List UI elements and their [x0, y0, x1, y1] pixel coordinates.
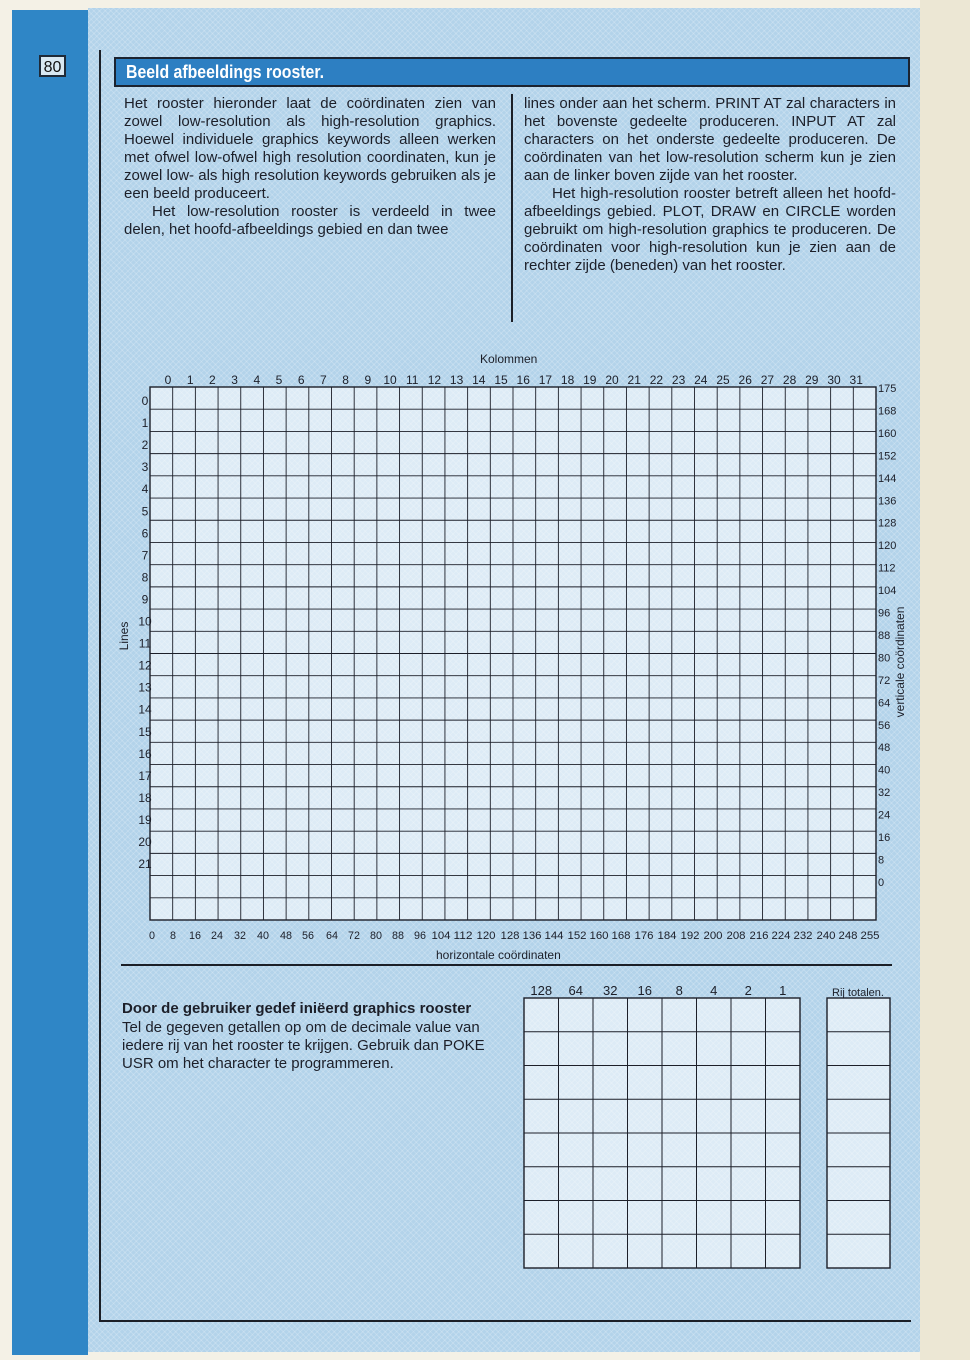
- horizontal-coordinate-label: 176: [634, 930, 654, 942]
- line-number-label: 16: [138, 746, 152, 761]
- page-number: 80: [39, 55, 66, 77]
- column-number-label: 1: [186, 373, 194, 387]
- intro-paragraph: Het rooster hieronder laat de coördinaten zien van zowel low-resolution als high-resolution graphics. Hoewel individuele graphics keywords alleen werken met ofwel low-ofwel high resolution coordinaten, kun je zowel low- als high resolution keywords gebruiken als je een beeld produceert.: [124, 95, 496, 202]
- column-number-label: 7: [320, 373, 327, 387]
- column-number-label: 26: [738, 373, 752, 387]
- column-number-label: 5: [275, 373, 283, 387]
- line-number-label: 21: [138, 857, 152, 872]
- row-totals-label: Rij totalen.: [832, 987, 884, 999]
- column-number-label: 21: [627, 373, 641, 387]
- horizontal-coordinate-label: 32: [234, 930, 246, 942]
- column-number-label: 6: [297, 373, 305, 387]
- column-number-label: 25: [716, 373, 730, 387]
- horizontal-coordinate-label: 208: [726, 930, 746, 942]
- horizontal-coordinate-label: 192: [680, 930, 700, 942]
- columns-label: Kolommen: [480, 352, 538, 366]
- line-number-label: 5: [141, 504, 149, 519]
- horizontal-coordinate-label: 224: [771, 930, 791, 942]
- vertical-coordinate-label: 80: [878, 652, 891, 665]
- vertical-coordinate-label: 72: [878, 674, 891, 687]
- udg-bit-value-label: 4: [710, 983, 718, 998]
- column-number-label: 2: [209, 373, 216, 387]
- udg-title: Door de gebruiker gedef iniëerd graphics rooster: [122, 1000, 472, 1017]
- lines-axis-label: Lines: [117, 621, 131, 651]
- line-number-label: 2: [141, 438, 149, 453]
- horizontal-coordinate-label: 112: [453, 930, 473, 942]
- line-number-label: 18: [138, 790, 152, 805]
- column-number-label: 29: [805, 373, 819, 387]
- vertical-coordinates-axis-label: verticale coördinaten: [893, 606, 907, 718]
- horizontal-coordinate-label: 168: [611, 930, 631, 942]
- column-number-label: 24: [694, 373, 708, 387]
- column-number-label: 3: [231, 373, 238, 387]
- horizontal-coordinate-label: 88: [392, 930, 404, 942]
- column-number-label: 0: [164, 373, 172, 387]
- line-number-label: 12: [138, 658, 152, 673]
- column-number-label: 20: [605, 373, 619, 387]
- line-number-label: 17: [138, 768, 152, 783]
- horizontal-coordinate-label: 255: [860, 930, 880, 942]
- line-number-label: 6: [141, 526, 149, 541]
- vertical-coordinate-label: 8: [878, 854, 885, 867]
- horizontal-coordinate-label: 8: [170, 930, 176, 942]
- vertical-coordinate-label: 168: [878, 405, 897, 418]
- vertical-coordinate-label: 96: [878, 607, 891, 620]
- vertical-coordinate-label: 144: [878, 472, 897, 485]
- horizontal-coordinate-label: 96: [414, 930, 426, 942]
- udg-description: Tel de gegeven getallen op om de decimale value van iedere rij van het rooster te krijgen. Gebruik dan POKE USR om het character te programmeren.: [122, 1019, 485, 1072]
- horizontal-coordinate-label: 56: [302, 930, 314, 942]
- horizontal-coordinate-label: 240: [816, 930, 836, 942]
- column-number-label: 17: [538, 373, 553, 387]
- horizontal-coordinate-label: 120: [476, 930, 496, 942]
- udg-bit-value-label: 1: [779, 983, 787, 998]
- line-number-label: 15: [138, 724, 152, 739]
- intro-paragraph: Het low-resolution rooster is verdeeld in twee delen, het hoofd-afbeeldings gebied en dan twee: [124, 203, 496, 238]
- horizontal-coordinate-label: 0: [149, 930, 155, 942]
- vertical-coordinate-label: 128: [878, 517, 897, 530]
- udg-bit-value-label: 2: [744, 983, 752, 998]
- horizontal-coordinates-label: horizontale coördinaten: [436, 948, 561, 962]
- horizontal-coordinate-label: 216: [749, 930, 769, 942]
- line-number-label: 20: [138, 835, 152, 849]
- udg-bit-value-label: 8: [675, 983, 683, 998]
- column-number-label: 14: [472, 373, 486, 387]
- line-number-label: 13: [138, 680, 152, 695]
- line-number-label: 10: [138, 614, 152, 629]
- column-number-label: 8: [342, 373, 349, 387]
- column-number-label: 9: [364, 373, 372, 387]
- udg-bit-value-label: 16: [637, 983, 652, 998]
- line-number-label: 0: [141, 394, 149, 408]
- horizontal-coordinate-label: 144: [544, 930, 564, 942]
- vertical-coordinate-label: 48: [878, 742, 891, 755]
- column-number-label: 30: [827, 373, 841, 387]
- line-number-label: 8: [141, 570, 149, 585]
- horizontal-coordinate-label: 40: [257, 930, 269, 942]
- line-number-label: 4: [141, 482, 149, 497]
- vertical-coordinate-label: 64: [878, 697, 891, 710]
- line-number-label: 1: [141, 416, 149, 431]
- vertical-coordinate-label: 175: [878, 383, 897, 395]
- horizontal-coordinate-label: 16: [189, 930, 201, 942]
- horizontal-coordinate-label: 128: [500, 930, 520, 942]
- horizontal-coordinate-label: 24: [211, 930, 223, 942]
- horizontal-coordinate-label: 248: [838, 930, 858, 942]
- horizontal-coordinate-label: 200: [703, 930, 723, 942]
- vertical-coordinate-label: 136: [878, 495, 897, 508]
- column-number-label: 10: [383, 373, 397, 387]
- vertical-coordinate-label: 0: [878, 876, 885, 889]
- horizontal-coordinate-label: 64: [326, 930, 338, 942]
- column-number-label: 22: [649, 373, 664, 387]
- column-number-label: 23: [671, 373, 686, 387]
- vertical-coordinate-label: 120: [878, 540, 897, 553]
- horizontal-coordinate-label: 136: [522, 930, 542, 942]
- column-number-label: 12: [427, 373, 442, 387]
- vertical-coordinate-label: 40: [878, 764, 891, 777]
- udg-bit-value-label: 32: [603, 983, 618, 998]
- horizontal-coordinate-label: 184: [657, 930, 677, 942]
- column-number-label: 15: [494, 373, 508, 387]
- line-number-label: 9: [141, 592, 149, 607]
- vertical-coordinate-label: 112: [878, 562, 896, 575]
- section-title: Beeld afbeeldings rooster.: [126, 62, 325, 82]
- column-number-label: 16: [516, 373, 530, 387]
- line-number-label: 14: [138, 702, 152, 717]
- column-number-label: 11: [405, 373, 419, 387]
- vertical-coordinate-label: 56: [878, 719, 891, 732]
- vertical-coordinate-label: 24: [878, 809, 891, 822]
- horizontal-coordinate-label: 232: [793, 930, 813, 942]
- section-separator: [121, 964, 892, 966]
- line-number-label: 19: [138, 812, 152, 827]
- column-number-label: 27: [760, 373, 775, 387]
- udg-bit-value-label: 128: [530, 983, 553, 998]
- horizontal-coordinate-label: 104: [431, 930, 451, 942]
- horizontal-coordinate-label: 152: [567, 930, 587, 942]
- line-number-label: 7: [141, 548, 149, 563]
- column-number-label: 31: [849, 373, 863, 387]
- intro-paragraph: lines onder aan het scherm. PRINT AT zal characters in het bovenste gedeelte produceren. INPUT AT zal characters on het onderste gedeelte produceren. De coördinaten van het low-resolution scherm kun je zien aan de linker boven zijde van het rooster.: [524, 95, 896, 184]
- vertical-coordinate-label: 104: [878, 585, 897, 598]
- column-number-label: 28: [782, 373, 797, 387]
- vertical-coordinate-label: 152: [878, 450, 897, 463]
- column-number-label: 4: [253, 373, 261, 387]
- line-number-label: 3: [141, 460, 149, 475]
- column-number-label: 19: [583, 373, 597, 387]
- horizontal-coordinate-label: 48: [280, 930, 292, 942]
- horizontal-coordinate-label: 80: [370, 930, 382, 942]
- vertical-coordinate-label: 32: [878, 787, 891, 800]
- column-number-label: 18: [560, 373, 575, 387]
- intro-paragraph: Het high-resolution rooster betreft alleen het hoofd-afbeeldings gebied. PLOT, DRAW en CIRCLE worden gebruikt om high-resolution graphics te produceren. De coördinaten voor high-resolution kun je zien aan de rechter zijde (beneden) van het rooster.: [524, 185, 896, 274]
- udg-bit-value-label: 64: [568, 983, 583, 998]
- horizontal-coordinate-label: 160: [589, 930, 609, 942]
- line-number-label: 11: [138, 636, 152, 651]
- vertical-coordinate-label: 160: [878, 427, 897, 440]
- vertical-coordinate-label: 88: [878, 629, 891, 642]
- horizontal-coordinate-label: 72: [348, 930, 360, 942]
- vertical-coordinate-label: 16: [878, 832, 891, 844]
- column-number-label: 13: [449, 373, 464, 387]
